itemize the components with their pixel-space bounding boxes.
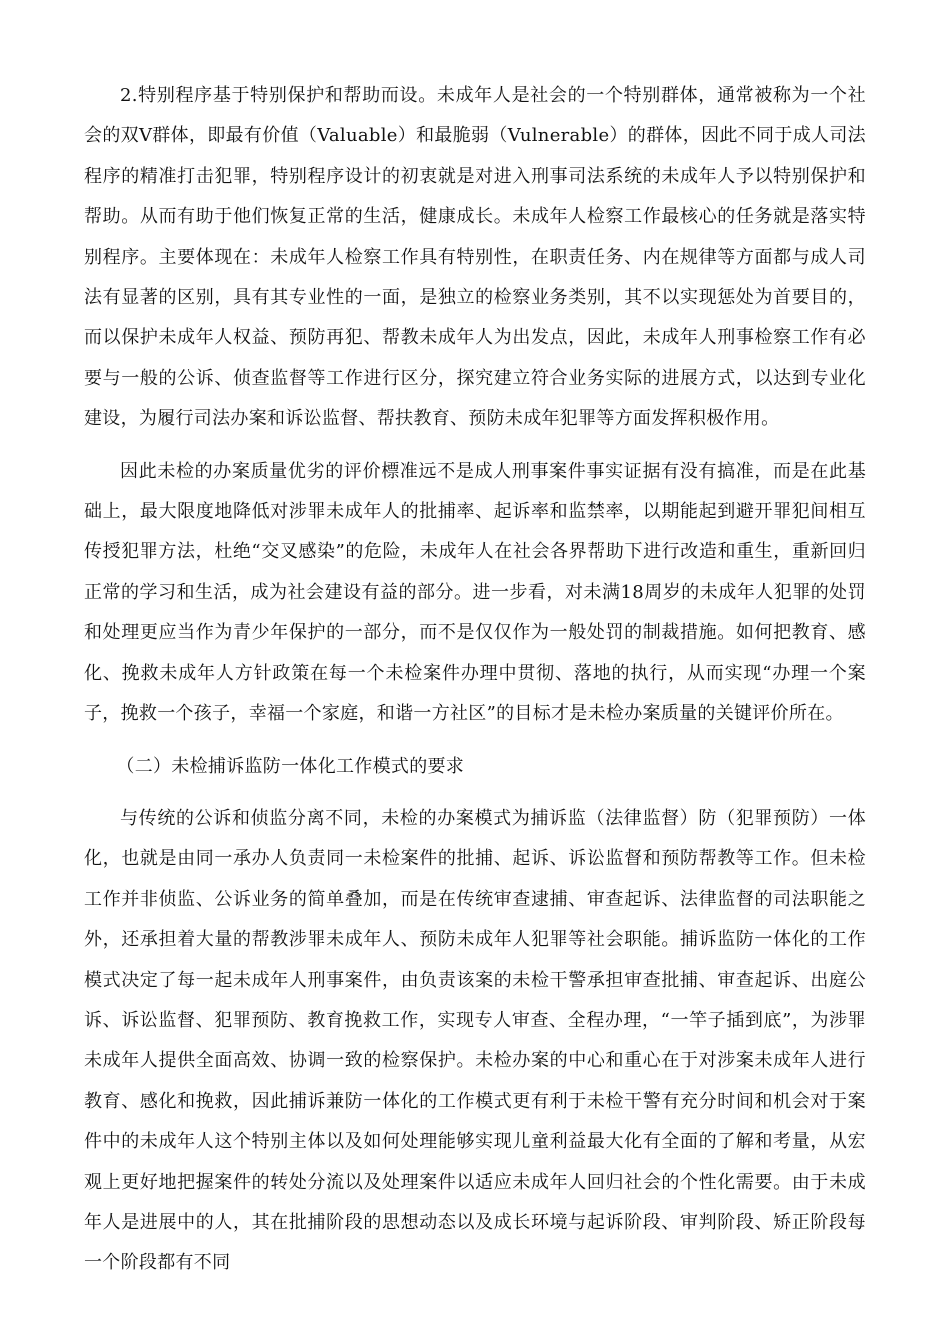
paragraph-integrated-model: 与传统的公诉和侦监分离不同，未检的办案模式为捕诉监（法律监督）防（犯罪预防）一体化，也就是由同一承办人负责同一未检案件的批捕、起诉、诉讼监督和预防帮教等工作。但未检工作并非侦监、公诉业务的简单叠加，而是在传统审查逮捕、审查起诉、法律监督的司法职能之外，还承担着大量的帮教涉罪未成年人、预防未成年人犯罪等社会职能。捕诉监防一体化的工作模式决定了每一起未成年人刑事案件，由负责该案的未检干警承担审查批捕、审查起诉、出庭公诉、诉讼监督、犯罪预防、教育挽救工作，实现专人审查、全程办理，“一竿子插到底”，为涉罪未成年人提供全面高效、协调一致的检察保护。未检办案的中心和重心在于对涉案未成年人进行教育、感化和挽救，因此捕诉兼防一体化的工作模式更有利于未检干警有充分时间和机会对于案件中的未成年人这个特别主体以及如何处理能够实现儿童利益最大化有全面的了解和考量，从宏观上更好地把握案件的转处分流以及处理案件以适应未成年人回归社会的个性化需要。由于未成年人是进展中的人，其在批捕阶段的思想动态以及成长环境与起诉阶段、审判阶段、矫正阶段每一个阶段都有不同 [84,807,866,1274]
paragraph-special-procedure: 2.特别程序基于特别保护和帮助而设。未成年人是社会的一个特别群体，通常被称为一个社会的双V群体，即最有价值（Valuable）和最脆弱（Vulnerable）的群体，因此不同于成人司法程序的精准打击犯罪，特别程序设计的初衷就是对进入刑事司法系统的未成年人予以特别保护和帮助。从而有助于他们恢复正常的生活，健康成长。未成年人检察工作最核心的任务就是落实特别程序。主要体现在：未成年人检察工作具有特别性，在职责任务、内在规律等方面都与成人司法有显著的区别，具有其专业性的一面，是独立的检察业务类别，其不以实现惩处为首要目的，而以保护未成年人权益、预防再犯、帮教未成年人为出发点，因此，未成年人刑事检察工作有必要与一般的公诉、侦查监督等工作进行区分，探究建立符合业务实际的进展方式，以达到专业化建设，为履行司法办案和诉讼监督、帮扶教育、预防未成年犯罪等方面发挥积极作用。 [84,85,866,430]
section-heading: （二）未检捕诉监防一体化工作模式的要求 [116,755,465,777]
document-body [84,76,866,1284]
paragraph-gap [84,735,866,747]
paragraph-gap [84,787,866,799]
paragraph-case-quality: 因此未检的办案质量优劣的评价標准远不是成人刑事案件事实证据有没有搞准，而是在此基础上，最大限度地降低对涉罪未成年人的批捕率、起诉率和监禁率，以期能起到避开罪犯间相互传授犯罪方法，杜绝“交叉感染”的危险，未成年人在社会各界帮助下进行改造和重生，重新回归正常的学习和生活，成为社会建设有益的部分。进一步看，对未满18周岁的未成年人犯罪的处罚和处理更应当作为青少年保护的一部分，而不是仅仅作为一般处罚的制裁措施。如何把教育、感化、挽救未成年人方针政策在每一个未检案件办理中贯彻、落地的执行，从而实现“办理一个案子，挽救一个孩子，幸福一个家庭，和谐一方社区”的目标才是未检办案质量的关键评价所在。 [84,460,866,725]
paragraph-gap [84,440,866,452]
